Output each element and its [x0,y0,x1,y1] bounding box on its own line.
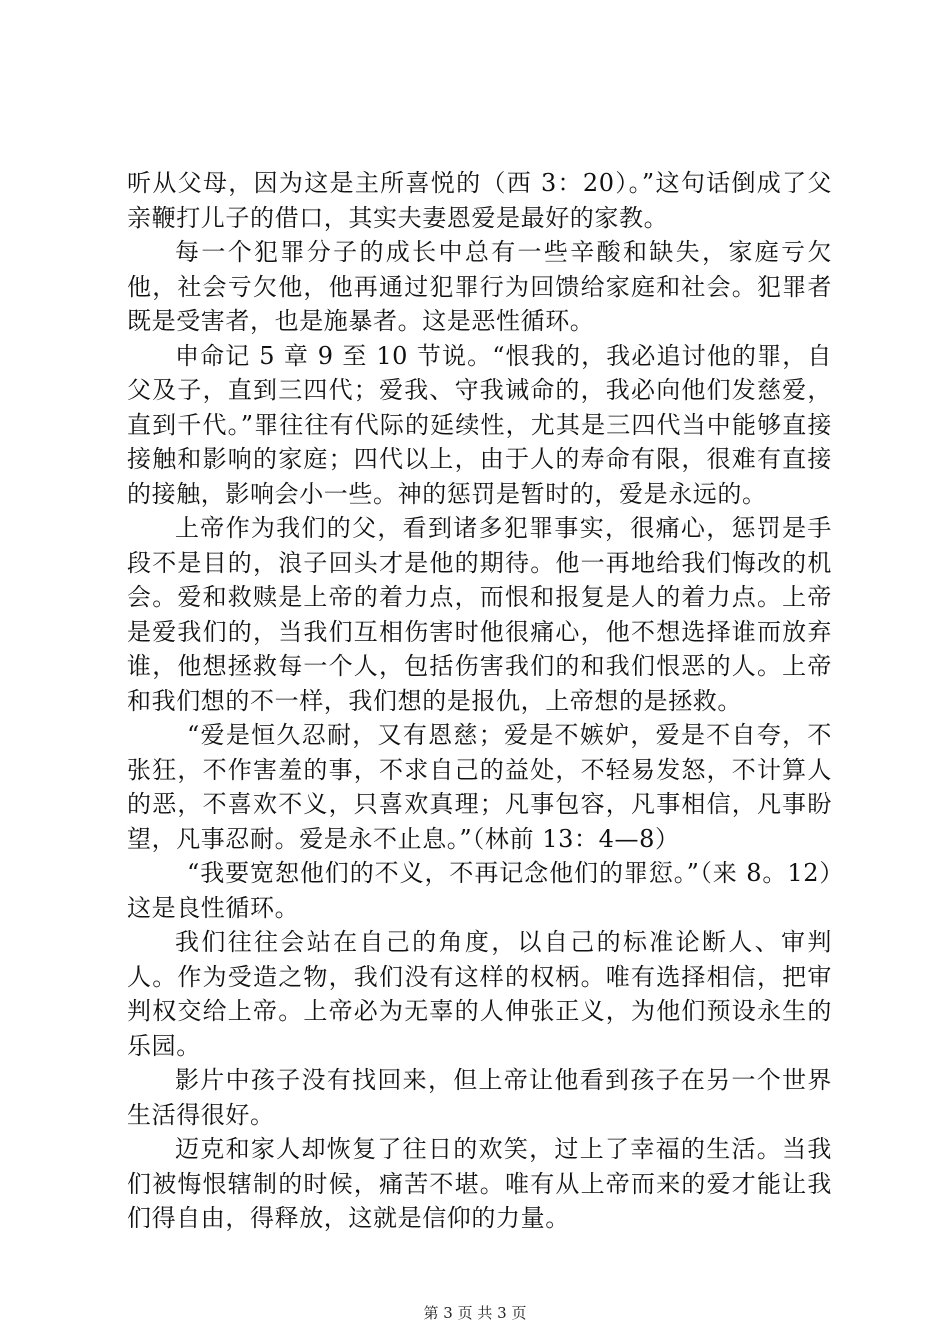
paragraph: 每一个犯罪分子的成长中总有一些辛酸和缺失，家庭亏欠他，社会亏欠他，他再通过犯罪行为回馈给家庭和社会。犯罪者既是受害者，也是施暴者。这是恶性循环。 [127,238,832,335]
paragraph: 上帝作为我们的父，看到诸多犯罪事实，很痛心，惩罚是手段不是目的，浪子回头才是他的期待。他一再地给我们悔改的机会。爱和救赎是上帝的着力点，而恨和报复是人的着力点。上帝是爱我们的，当我们互相伤害时他很痛心，他不想选择谁而放弃谁，他想拯救每一个人，包括伤害我们的和我们恨恶的人。上帝和我们想的不一样，我们想的是报仇，上帝想的是拯救。 [127,514,832,715]
paragraph: “我要宽恕他们的不义，不再记念他们的罪愆。”（来 8。12）这是良性循环。 [127,859,832,922]
paragraph: 我们往往会站在自己的角度，以自己的标准论断人、审判人。作为受造之物，我们没有这样的权柄。唯有选择相信，把审判权交给上帝。上帝必为无辜的人伸张正义，为他们预设永生的乐园。 [127,928,832,1060]
document-body [127,166,832,1236]
page-footer: 第 3 页 共 3 页 [423,1304,527,1322]
paragraph: 申命记 5 章 9 至 10 节说。“恨我的，我必追讨他的罪，自父及子，直到三四代；爱我、守我诫命的，我必向他们发慈爱，直到千代。”罪往往有代际的延续性，尤其是三四代当中能够直接接触和影响的家庭；四代以上，由于人的寿命有限，很难有直接的接触，影响会小一些。神的惩罚是暂时的，爱是永远的。 [127,341,832,508]
paragraph: 影片中孩子没有找回来，但上帝让他看到孩子在另一个世界生活得很好。 [127,1066,832,1129]
paragraph: “爱是恒久忍耐，又有恩慈；爱是不嫉妒，爱是不自夸，不张狂，不作害羞的事，不求自己的益处，不轻易发怒，不计算人的恶，不喜欢不义，只喜欢真理；凡事包容，凡事相信，凡事盼望，凡事忍耐。爱是永不止息。”（林前 13：4—8） [127,721,832,853]
paragraph: 迈克和家人却恢复了往日的欢笑，过上了幸福的生活。当我们被悔恨辖制的时候，痛苦不堪。唯有从上帝而来的爱才能让我们得自由，得释放，这就是信仰的力量。 [127,1135,832,1232]
paragraph: 听从父母，因为这是主所喜悦的（西 3：20）。”这句话倒成了父亲鞭打儿子的借口，其实夫妻恩爱是最好的家教。 [127,169,832,232]
